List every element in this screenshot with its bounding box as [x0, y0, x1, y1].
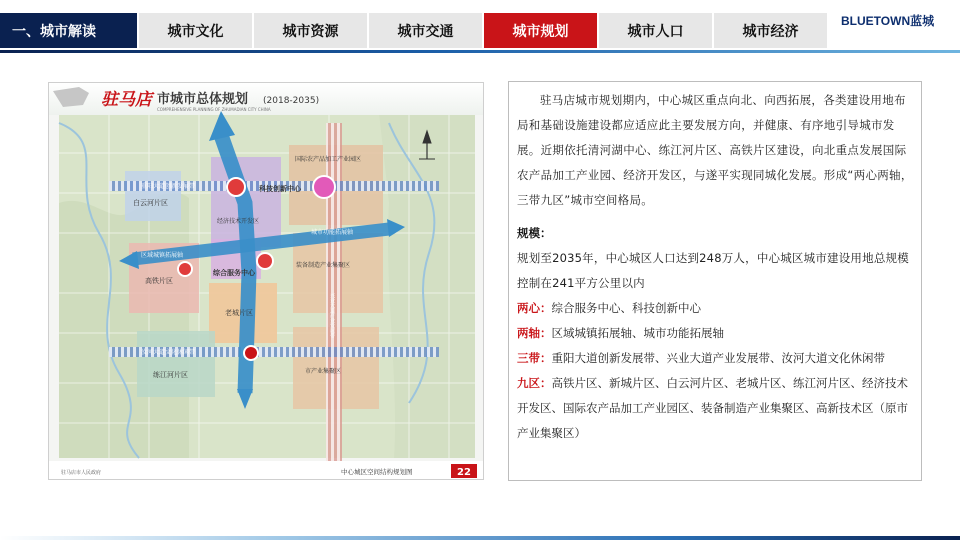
bluetown-logo — [841, 12, 934, 29]
page-number: 22 — [457, 467, 471, 478]
map-title-years: (2018-2035) — [263, 96, 320, 106]
item-two-axes — [517, 321, 913, 346]
label-zonghe: 综合服务中心 — [213, 269, 255, 277]
label-jingji: 经济技术开发区 — [217, 218, 260, 225]
label-guoji: 国际农产品加工产业园区 — [295, 156, 362, 163]
nav-divider — [0, 50, 960, 53]
item-two-centers — [517, 296, 913, 321]
item-value: 区域城镇拓展轴、城市功能拓展轴 — [551, 326, 724, 340]
item-value: 综合服务中心、科技创新中心 — [551, 301, 701, 315]
map-footer-left: 驻马店市人民政府 — [61, 470, 102, 476]
label-zhineng: 城市功能拓展轴 — [311, 229, 354, 236]
item-key: 两心： — [517, 301, 552, 315]
label-baiyun: 白云河片区 — [133, 199, 168, 207]
map-title-cn: 驻马店 — [101, 90, 152, 110]
label-quyu: 区域城镇拓展轴 — [141, 252, 184, 259]
item-three-belts — [517, 346, 913, 371]
center-zonghe — [257, 253, 273, 269]
label-chanye: 市产业集聚区 — [305, 368, 342, 375]
zone-baiyun — [125, 171, 181, 221]
tab-city-economy[interactable]: 城市经济 — [714, 13, 827, 48]
terrain-west — [59, 193, 189, 458]
map-footer-right: 中心城区空间结构规划图 — [341, 468, 413, 476]
scale-heading: 规模： — [517, 226, 552, 240]
tab-city-planning[interactable]: 城市规划 — [484, 13, 597, 48]
center-keji — [313, 176, 335, 198]
label-gaotie: 高铁片区 — [145, 277, 173, 285]
item-key: 九区： — [517, 376, 552, 390]
planning-map-graphic — [49, 83, 484, 480]
logo-text-cn: 蓝城 — [910, 14, 935, 28]
planning-description — [508, 81, 922, 481]
planning-map — [48, 82, 484, 480]
tab-city-culture[interactable]: 城市文化 — [139, 13, 252, 48]
scale-description: 规划至2035年，中心城区人口达到248万人，中心城区城市建设用地总规模控制在241平方公里以内 — [517, 251, 909, 290]
tab-city-population[interactable]: 城市人口 — [599, 13, 712, 48]
intro-paragraph: 驻马店城市规划期内，中心城区重点向北、向西拓展，各类建设用地布局和基础设施建设都应适应此主要发展方向，并健康、有序地引导城市发展。近期依托清河湖中心、练江河片区、高铁片区建设，向北重点发展国际农产品加工产业园、经济开发区，与遂平实现同城化发展。形成“两心两轴，三带九区”城市空间格局。 — [517, 93, 913, 207]
item-value: 高铁片区、新城片区、白云河片区、老城片区、练江河片区、经济技术开发区、国际农产品加工产业园区、装备制造产业集聚区、高新技术区（原市产业集聚区） — [517, 376, 908, 440]
label-lianjiang: 练江河片区 — [153, 371, 188, 379]
label-xingye: 兴业大道产业发展带 — [329, 293, 335, 338]
label-laocheng: 老城片区 — [225, 309, 253, 317]
label-chuangxin: 重阳大道创新发展带 — [141, 183, 196, 190]
footer-divider — [0, 536, 960, 540]
tab-city-interpretation[interactable]: 一、城市解读 — [0, 13, 137, 48]
map-subtitle: COMPREHENSIVE PLANNING OF ZHUMADIAN CITY CHINA — [157, 107, 271, 112]
item-nine-zones — [517, 371, 913, 446]
label-keji: 科技创新中心 — [259, 185, 301, 193]
label-wenhua: 汝河大道文化休闲带 — [141, 349, 196, 356]
label-zhuangbei: 装备制造产业集聚区 — [296, 262, 351, 269]
top-navigation — [0, 0, 960, 52]
tab-city-traffic[interactable]: 城市交通 — [369, 13, 482, 48]
logo-text-en: BLUETOWN — [841, 14, 911, 28]
center-south — [244, 346, 258, 360]
center-gaotie — [178, 262, 192, 276]
map-footer-band — [49, 461, 484, 480]
item-key: 三带： — [517, 351, 552, 365]
center-north — [227, 178, 245, 196]
tab-city-resources[interactable]: 城市资源 — [254, 13, 367, 48]
item-key: 两轴： — [517, 326, 552, 340]
item-value: 重阳大道创新发展带、兴业大道产业发展带、汝河大道文化休闲带 — [551, 351, 885, 365]
map-title: 市城市总体规划 — [157, 92, 249, 107]
zone-lianjiang — [137, 331, 215, 397]
